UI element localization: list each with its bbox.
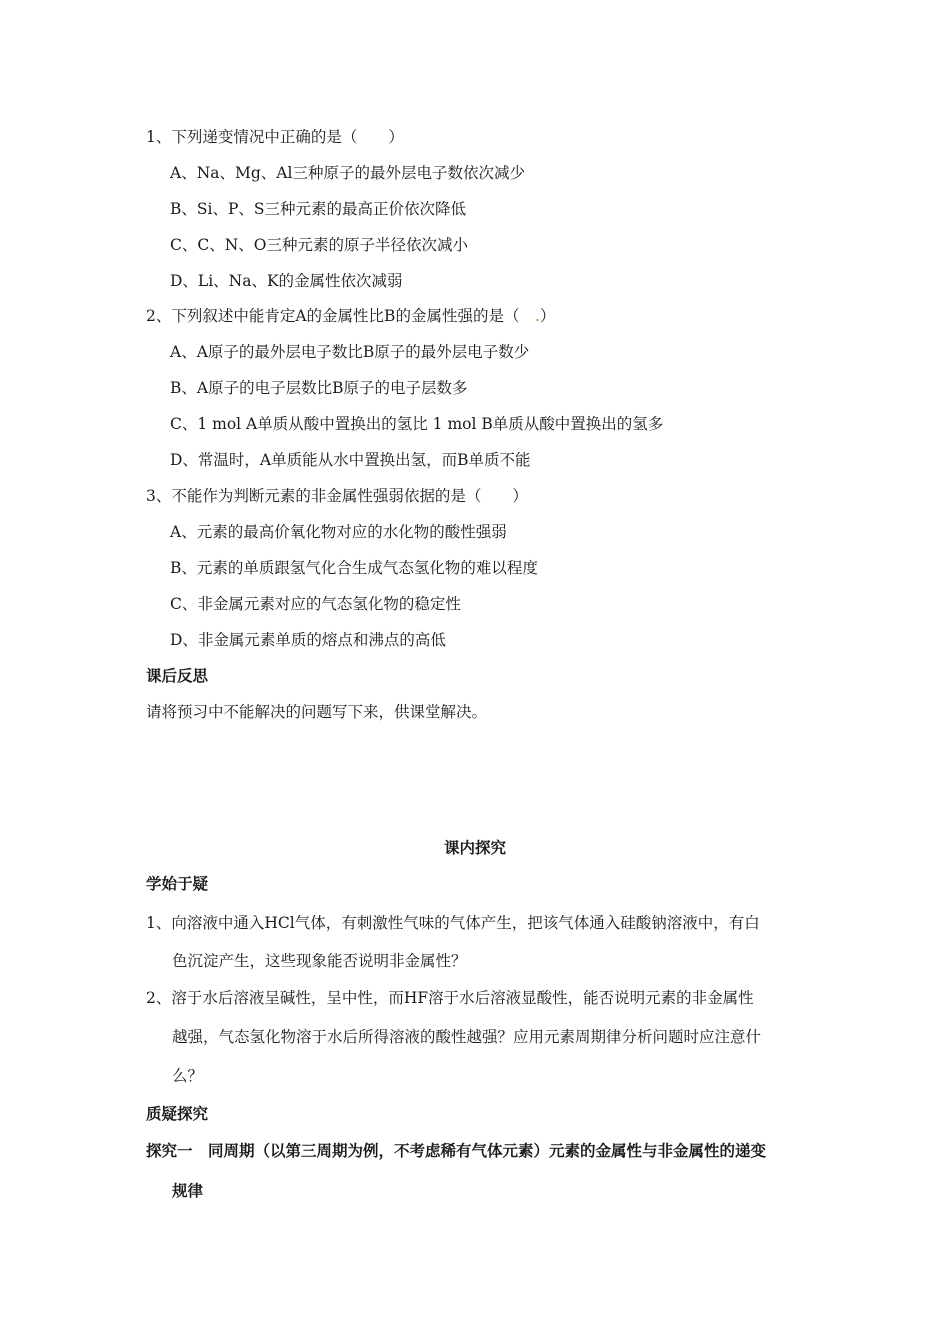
question-3-option-b: B、元素的单质跟氢气化合生成气态氢化物的难以程度 xyxy=(170,559,538,577)
question-2-stem-text: 2、下列叙述中能肯定A的金属性比B的金属性强的是（ xyxy=(146,307,520,325)
question-2-option-b: B、A原子的电子层数比B原子的电子层数多 xyxy=(170,379,468,397)
question-2-option-a: A、A原子的最外层电子数比B原子的最外层电子数少 xyxy=(170,343,530,361)
question-1-option-c: C、C、N、O三种元素的原子半径依次减小 xyxy=(170,236,468,254)
question-2-answer-mark: . xyxy=(519,307,540,325)
question-3-stem: 3、不能作为判断元素的非金属性强弱依据的是（ ） xyxy=(146,487,528,505)
question-3-option-d: D、非金属元素单质的熔点和沸点的高低 xyxy=(170,631,446,649)
question-1-option-d: D、Li、Na、K的金属性依次减弱 xyxy=(170,272,403,290)
question-2-option-c: C、1 mol A单质从酸中置换出的氢比 1 mol B单质从酸中置换出的氢多 xyxy=(170,415,664,433)
question-3-option-a: A、元素的最高价氧化物对应的水化物的酸性强弱 xyxy=(170,523,507,541)
inquiry-heading: 质疑探究 xyxy=(146,1105,209,1123)
inquiry-one-line-1: 探究一 同周期（以第三周期为例，不考虑稀有气体元素）元素的金属性与非金属性的递变 xyxy=(146,1142,767,1160)
doubt-heading: 学始于疑 xyxy=(146,875,209,893)
question-1-option-b: B、Si、P、S三种元素的最高正价依次降低 xyxy=(170,200,467,218)
question-1-option-a: A、Na、Mg、Al三种原子的最外层电子数依次减少 xyxy=(170,164,525,182)
doubt-item-2-line-3: 么？ xyxy=(172,1067,204,1085)
doubt-item-2-line-2: 越强，气态氢化物溶于水后所得溶液的酸性越强？应用元素周期律分析问题时应注意什 xyxy=(172,1028,762,1046)
question-2-stem-close: ） xyxy=(539,307,556,325)
inquiry-one-line-2: 规律 xyxy=(172,1182,204,1200)
section-title: 课内探究 xyxy=(443,839,506,857)
doubt-item-2-line-1: 2、溶于水后溶液呈碱性，呈中性，而HF溶于水后溶液显酸性，能否说明元素的非金属性 xyxy=(146,989,754,1007)
reflection-text: 请将预习中不能解决的问题写下来，供课堂解决。 xyxy=(146,703,488,721)
question-2-option-d: D、常温时，A单质能从水中置换出氢，而B单质不能 xyxy=(170,451,531,469)
question-1-stem: 1、下列递变情况中正确的是（ ） xyxy=(146,128,404,146)
reflection-heading: 课后反思 xyxy=(146,667,209,685)
question-3-option-c: C、非金属元素对应的气态氢化物的稳定性 xyxy=(170,595,461,613)
question-2-stem xyxy=(146,306,555,326)
doubt-item-1-line-2: 色沉淀产生，这些现象能否说明非金属性？ xyxy=(172,952,467,970)
doubt-item-1-line-1: 1、向溶液中通入HCl气体，有刺激性气味的气体产生，把该气体通入硅酸钠溶液中，有白 xyxy=(146,914,760,932)
